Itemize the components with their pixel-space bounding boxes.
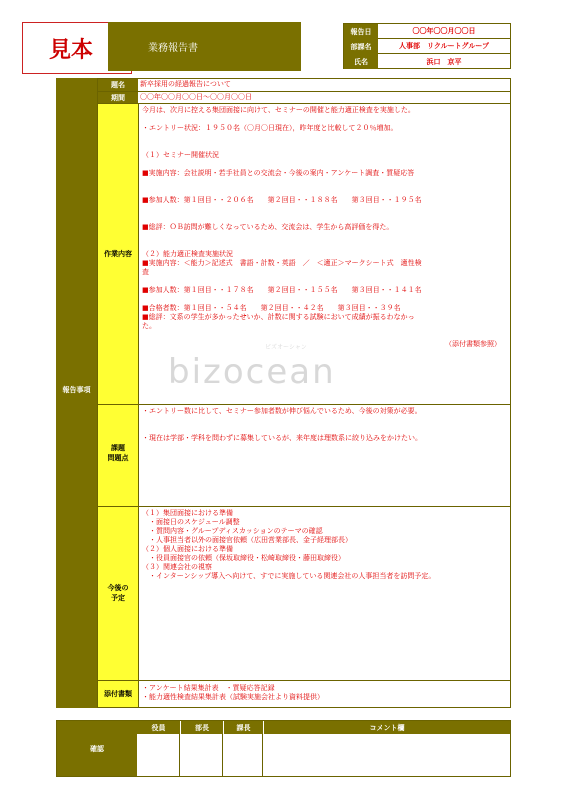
plans-content [138,507,510,680]
work-line [142,214,507,223]
work-line: ■実施内容：＜能力＞記述式 書語・計数・英語 ／ ＜適正＞マークシート式 適性検 [142,259,422,267]
work-label: 作業内容 [98,104,138,404]
chief-stamp-box[interactable] [223,734,263,776]
work-line: ■参加人数：第１回目・・２０６名 第２回目・・１８８名 第３回目・・１９５名 [142,196,422,204]
plans-label-2: 予定 [111,594,125,602]
attachments-content [138,681,510,707]
work-line [142,178,507,187]
work-line [142,115,507,124]
section-label: 報告事項 [62,386,91,394]
period-value: 〇〇年〇〇月〇〇日～〇〇月〇〇日 [140,93,252,101]
issue-line [142,425,507,434]
plan-line: ・役員面接官の依頼（保坂取締役・松崎取締役・藤田取締役） [142,554,345,562]
issues-label-2: 問題点 [107,454,129,462]
subject-label: 題名 [98,79,138,91]
watermark: bizocean [168,352,336,392]
work-line: （２）能力適正検査実施状況 [142,250,233,258]
plans-label-1: 今後の [107,584,129,592]
report-body [97,78,511,708]
plan-line: （２）個人面接における準備 [142,545,233,553]
work-line [142,142,507,151]
work-line [142,187,507,196]
plan-line: （１）集団面接における準備 [142,509,233,517]
plan-line: ・人事担当者以外の面接官依頼（広田営業部長、金子経理部長） [142,536,352,544]
work-line [142,205,507,214]
plan-line: （３）関連会社の視察 [142,563,212,571]
issues-label-cell [98,405,138,506]
sample-stamp: 見本 [22,22,132,74]
dept-value: 人事部 リクルートグループ [378,39,510,54]
officer-stamp-box[interactable] [137,734,180,776]
work-line [142,232,507,241]
work-line [142,133,507,142]
date-label: 報告日 [344,24,378,39]
confirm-header-chief: 課長 [223,721,263,734]
work-line: 今月は、次月に控える集団面接に向けて、セミナーの開催と能力適正検査を実施した。 [142,106,415,114]
issue-line [142,416,507,425]
plan-line: ・質問内容・グループディスカッションのテーマの確認 [142,527,323,535]
issues-label-1: 課題 [111,444,125,452]
confirm-header-manager: 部長 [180,721,223,734]
name-value: 浜口 京平 [426,57,462,66]
work-line: た。 [142,322,156,330]
work-line [142,331,507,340]
work-line: （１）セミナー開催状況 [142,151,219,159]
work-line: ■実施内容：会社説明・若手社員との交流会・今後の案内・アンケート調査・質疑応答 [142,169,415,177]
manager-stamp-box[interactable] [180,734,223,776]
confirm-table [56,720,511,777]
work-line: ■総評：文系の学生が多かったせいか、計数に関する試験において成績が振るわなかっ [142,313,415,321]
work-content [138,104,510,404]
attachments-label: 添付書類 [98,681,138,707]
plan-line: ・インターンシップ導入へ向けて、すでに実施している関連会社の人事担当者を訪問予定。 [142,572,436,580]
issue-line: ・エントリー数に比して、セミナー参加者数が伸び悩んでいるため、今後の対策が必要。 [142,407,422,415]
issues-content [138,405,510,506]
dept-label: 部課名 [344,39,378,54]
name-label: 氏名 [344,54,378,69]
work-line [142,295,507,304]
work-line: （添付書類参照） [445,340,501,348]
meta-table [343,23,511,69]
attachment-line: ・能力適性検査結果集計表（試験実施会社より資料提供） [142,693,324,701]
period-label: 期間 [98,92,138,103]
issue-line: ・現在は学部・学科を問わずに募集しているが、来年度は理数系に絞り込みをかけたい。 [142,434,422,442]
work-line: 査 [142,268,149,276]
work-line: ■合格者数：第１回目・・５４名 第２回目・・４２名 第３回目・・３９名 [142,304,401,312]
work-line [142,160,507,169]
watermark-kana: ビズオーシャン [265,344,307,351]
confirm-header-officer: 役員 [137,721,180,734]
document-title: 業務報告書 [108,22,301,71]
plans-label-cell [98,507,138,680]
work-line: ・エントリー状況：１９５０名（〇月〇日現在），昨年度と比較して２０％増加。 [142,124,398,132]
confirm-header-comment: コメント欄 [263,721,510,734]
work-line: ■総評：ＯＢ訪問が難しくなっているため、交流会は、学生から高評価を得た。 [142,223,394,231]
section-column [56,78,97,708]
subject-value: 新卒採用の経過報告について [140,80,231,88]
comment-box[interactable] [263,734,510,776]
date-value: 〇〇年〇〇月〇〇日 [378,24,510,39]
plan-line: ・面接日のスケジュール調整 [142,518,240,526]
work-line [142,241,507,250]
attachment-line: ・アンケート結果集計表 ・質疑応答記録 [142,684,275,692]
work-line [142,277,507,286]
confirm-label: 確認 [57,721,137,776]
work-line: ■参加人数：第１回目・・１７８名 第２回目・・１５５名 第３回目・・１４１名 [142,286,422,294]
